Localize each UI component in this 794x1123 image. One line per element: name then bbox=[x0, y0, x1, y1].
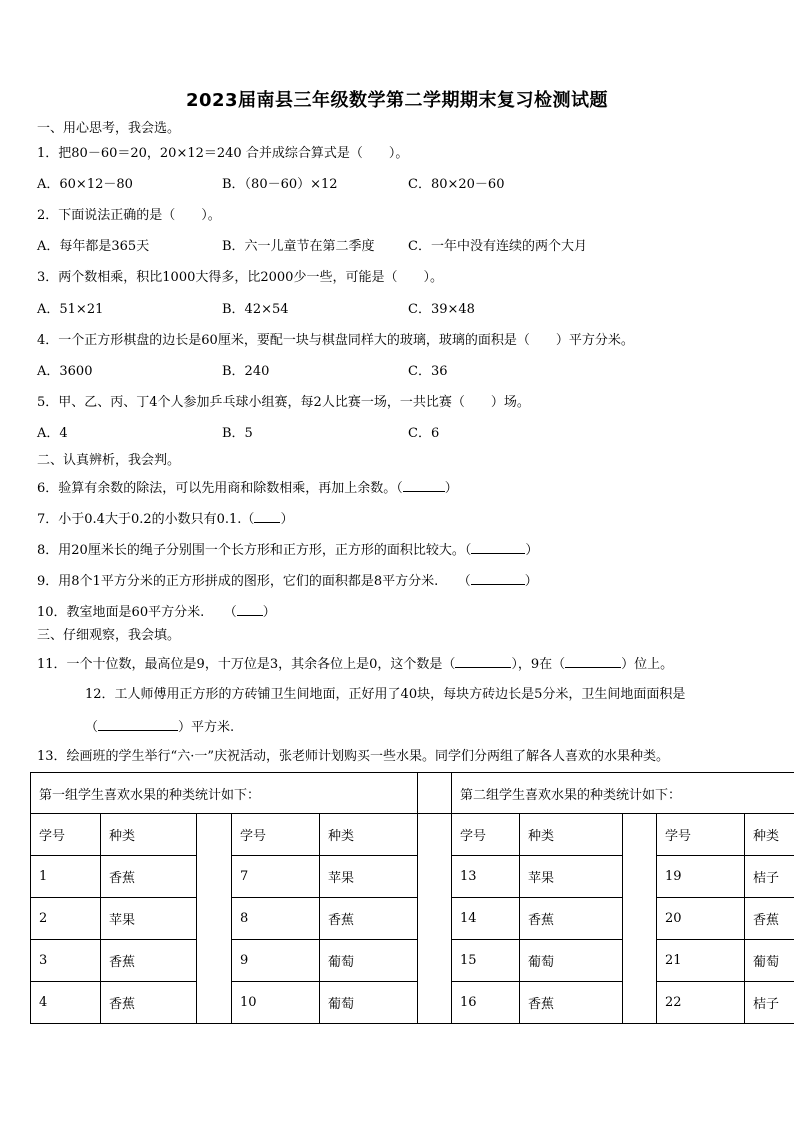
student-id: 10 bbox=[232, 982, 320, 1024]
student-id: 1 bbox=[31, 856, 101, 898]
question-13: 13．绘画班的学生举行“六·一”庆祝活动，张老师计划购买一些水果。同学们分两组了解各人喜欢的水果种类。 bbox=[37, 749, 669, 764]
fruit-kind: 葡萄 bbox=[320, 940, 418, 982]
student-id: 15 bbox=[452, 940, 520, 982]
student-id: 19 bbox=[657, 856, 745, 898]
answer-blank[interactable] bbox=[237, 602, 263, 616]
question-6: 6．验算有余数的除法，可以先用商和除数相乘，再加上余数。（ ） bbox=[37, 478, 458, 498]
question-3: 3．两个数相乘，积比1000大得多，比2000少一些，可能是（ ）。 bbox=[37, 270, 443, 285]
question-4: 4．一个正方形棋盘的边长是60厘米，要配一块与棋盘同样大的玻璃，玻璃的面积是（ ）平方分米。 bbox=[37, 333, 634, 348]
fruit-kind: 香蕉 bbox=[520, 898, 623, 940]
student-id: 7 bbox=[232, 856, 320, 898]
answer-blank[interactable] bbox=[98, 717, 178, 731]
student-id: 4 bbox=[31, 982, 101, 1024]
table-row bbox=[31, 940, 794, 982]
column-header-kind: 种类 bbox=[320, 814, 418, 856]
student-id: 2 bbox=[31, 898, 101, 940]
student-id: 3 bbox=[31, 940, 101, 982]
q4-option-b: B．240 bbox=[222, 364, 270, 379]
section-heading-2: 二、认真辨析，我会判。 bbox=[37, 453, 181, 468]
fruit-kind: 香蕉 bbox=[745, 898, 794, 940]
student-id: 22 bbox=[657, 982, 745, 1024]
question-1: 1．把80－60＝20，20×12＝240 合并成综合算式是（ ）。 bbox=[37, 146, 409, 161]
question-12-answer-line: （ ）平方米. bbox=[85, 717, 234, 737]
section-heading-3: 三、仔细观察，我会填。 bbox=[37, 628, 181, 643]
fruit-survey-table bbox=[30, 772, 794, 1024]
q5-option-c: C．6 bbox=[408, 426, 440, 441]
question-9: 9．用8个1平方分米的正方形拼成的图形，它们的面积都是8平方分米. （ ） bbox=[37, 571, 538, 591]
group1-caption: 第一组学生喜欢水果的种类统计如下： bbox=[31, 773, 418, 814]
student-id: 16 bbox=[452, 982, 520, 1024]
fruit-kind: 香蕉 bbox=[101, 856, 197, 898]
table-row bbox=[31, 856, 794, 898]
fruit-kind: 香蕉 bbox=[520, 982, 623, 1024]
student-id: 14 bbox=[452, 898, 520, 940]
column-header-kind: 种类 bbox=[520, 814, 623, 856]
q3-option-a: A．51×21 bbox=[37, 302, 104, 317]
question-2: 2．下面说法正确的是（ ）。 bbox=[37, 208, 221, 223]
q2-option-a: A．每年都是365天 bbox=[37, 239, 150, 254]
q2-option-c: C．一年中没有连续的两个大月 bbox=[408, 239, 587, 254]
answer-blank[interactable] bbox=[471, 571, 525, 585]
fruit-kind: 桔子 bbox=[745, 982, 794, 1024]
q1-option-c: C．80×20－60 bbox=[408, 177, 505, 192]
fruit-kind: 葡萄 bbox=[320, 982, 418, 1024]
fruit-kind: 香蕉 bbox=[101, 982, 197, 1024]
fruit-kind: 苹果 bbox=[320, 856, 418, 898]
fruit-kind: 香蕉 bbox=[101, 940, 197, 982]
answer-blank[interactable] bbox=[403, 478, 445, 492]
answer-blank[interactable] bbox=[254, 509, 280, 523]
q2-option-b: B．六一儿童节在第二季度 bbox=[222, 239, 375, 254]
table-spacer bbox=[418, 773, 452, 814]
table-spacer bbox=[197, 814, 232, 1024]
q4-option-a: A．3600 bbox=[37, 364, 93, 379]
question-8: 8．用20厘米长的绳子分别围一个长方形和正方形，正方形的面积比较大。（ ） bbox=[37, 540, 538, 560]
column-header-id: 学号 bbox=[452, 814, 520, 856]
answer-blank[interactable] bbox=[455, 654, 511, 668]
column-header-kind: 种类 bbox=[745, 814, 794, 856]
fruit-kind: 桔子 bbox=[745, 856, 794, 898]
group2-caption: 第二组学生喜欢水果的种类统计如下： bbox=[452, 773, 794, 814]
page-title: 2023届南县三年级数学第二学期期末复习检测试题 bbox=[185, 90, 609, 111]
column-header-id: 学号 bbox=[657, 814, 745, 856]
student-id: 9 bbox=[232, 940, 320, 982]
question-7: 7．小于0.4大于0.2的小数只有0.1.（ ） bbox=[37, 509, 293, 529]
fruit-kind: 葡萄 bbox=[745, 940, 794, 982]
fruit-kind: 葡萄 bbox=[520, 940, 623, 982]
question-10: 10．教室地面是60平方分米. （ ） bbox=[37, 602, 276, 622]
question-11: 11．一个十位数，最高位是9，十万位是3，其余各位上是0，这个数是（ ），9在（ ）位上。 bbox=[37, 654, 673, 674]
question-5: 5．甲、乙、丙、丁4个人参加乒乓球小组赛，每2人比赛一场，一共比赛（ ）场。 bbox=[37, 395, 530, 410]
q5-option-a: A．4 bbox=[37, 426, 68, 441]
answer-blank[interactable] bbox=[565, 654, 621, 668]
student-id: 21 bbox=[657, 940, 745, 982]
table-spacer bbox=[623, 814, 657, 1024]
student-id: 8 bbox=[232, 898, 320, 940]
student-id: 13 bbox=[452, 856, 520, 898]
section-heading-1: 一、用心思考，我会选。 bbox=[37, 121, 181, 136]
q4-option-c: C．36 bbox=[408, 364, 448, 379]
fruit-kind: 苹果 bbox=[101, 898, 197, 940]
answer-blank[interactable] bbox=[471, 540, 525, 554]
q1-option-a: A．60×12－80 bbox=[37, 177, 133, 192]
column-header-id: 学号 bbox=[232, 814, 320, 856]
q5-option-b: B．5 bbox=[222, 426, 253, 441]
q3-option-b: B．42×54 bbox=[222, 302, 289, 317]
q3-option-c: C．39×48 bbox=[408, 302, 475, 317]
student-id: 20 bbox=[657, 898, 745, 940]
q1-option-b: B．（80－60）×12 bbox=[222, 177, 338, 192]
fruit-kind: 苹果 bbox=[520, 856, 623, 898]
fruit-kind: 香蕉 bbox=[320, 898, 418, 940]
question-12: 12．工人师傅用正方形的方砖铺卫生间地面，正好用了40块，每块方砖边长是5分米，卫生间地面面积是 bbox=[85, 687, 686, 702]
table-row bbox=[31, 898, 794, 940]
table-row bbox=[31, 982, 794, 1024]
column-header-kind: 种类 bbox=[101, 814, 197, 856]
table-spacer bbox=[418, 814, 452, 1024]
column-header-id: 学号 bbox=[31, 814, 101, 856]
